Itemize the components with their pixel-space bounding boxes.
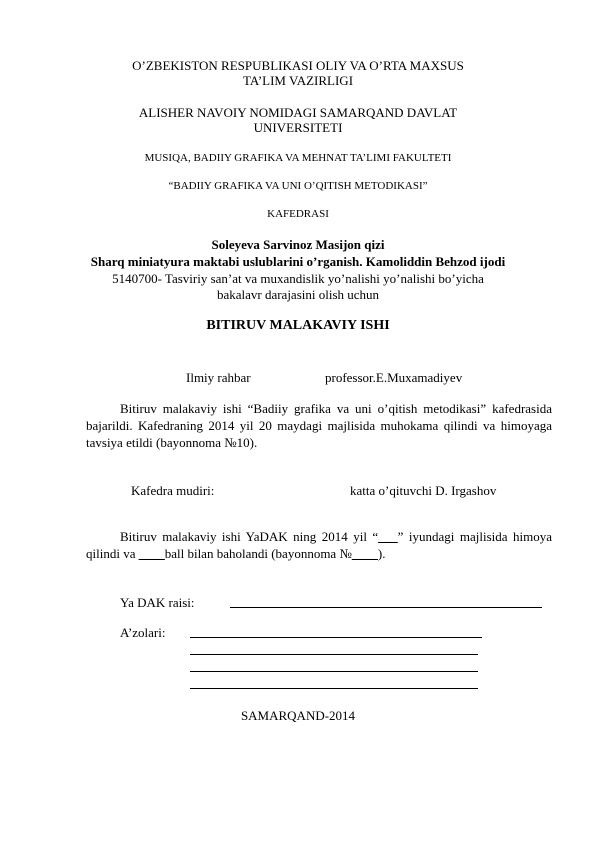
document-title: BITIRUV MALAKAVIY ISHI [206,318,390,333]
defense-text-2: ” iyundagi majlisida himoya qilindi va [86,529,552,561]
defense-paragraph [86,528,552,562]
thesis-topic: Sharq miniatyura maktabi uslublarini o’rganish. Kamoliddin Behzod ijodi [90,254,506,269]
defense-text-3: ball bilan baholandi (bayonnoma № [164,546,352,561]
supervisor-name: professor.E.Muxamadiyev [325,370,463,385]
university-line-2: UNIVERSITETI [253,120,343,135]
university-line-1: ALISHER NAVOIY NOMIDAGI SAMARQAND DAVLAT [138,105,458,120]
member-signature-line-2 [190,654,478,655]
faculty-name: MUSIQA, BADIIY GRAFIKA VA MEHNAT TA’LIMI FAKULTETI [144,152,452,164]
commission-members-label: A’zolari: [120,625,166,640]
member-signature-line-1 [190,637,482,638]
score-blank: ____ [138,546,165,561]
defense-text-1: Bitiruv malakaviy ishi YaDAK ning 2014 yil “ [120,529,379,544]
ministry-line-2: TA’LIM VAZIRLIGI [242,73,354,88]
commission-chair-label: Ya DAK raisi: [120,595,195,610]
head-of-department-label: Kafedra mudiri: [131,483,215,498]
footer-city-year: SAMARQAND-2014 [240,708,356,723]
specialty-line-2: bakalavr darajasini olish uchun [216,287,380,302]
department-word: KAFEDRASI [267,208,329,220]
protocol-number-blank: ____ [351,546,378,561]
head-of-department-name: katta o’qituvchi D. Irgashov [350,483,497,498]
ministry-line-1: O’ZBEKISTON RESPUBLIKASI OLIY VA O’RTA MAXSUS [132,58,464,73]
member-signature-line-4 [190,688,478,689]
defense-text-4: ). [377,546,386,561]
member-signature-line-3 [190,671,478,672]
approval-paragraph: Bitiruv malakaviy ishi “Badiiy grafika va uni o’qitish metodikasi” kafedrasida bajarildi. Kafedraning 2014 yil 20 maydagi majlisida muhokama qilindi va himoyaga tavsiya etildi (bayonnoma №10). [86,401,552,450]
specialty-line-1: 5140700- Tasviriy san’at va muxandislik yo’nalishi yo’nalishi bo’yicha [112,271,484,286]
supervisor-label: Ilmiy rahbar [186,370,251,385]
date-blank: ___ [378,529,398,544]
author-name: Soleyeva Sarvinoz Masijon qizi [211,237,385,252]
department-name: “BADIIY GRAFIKA VA UNI O’QITISH METODIKASI” [168,180,428,192]
chair-signature-line [230,607,542,608]
